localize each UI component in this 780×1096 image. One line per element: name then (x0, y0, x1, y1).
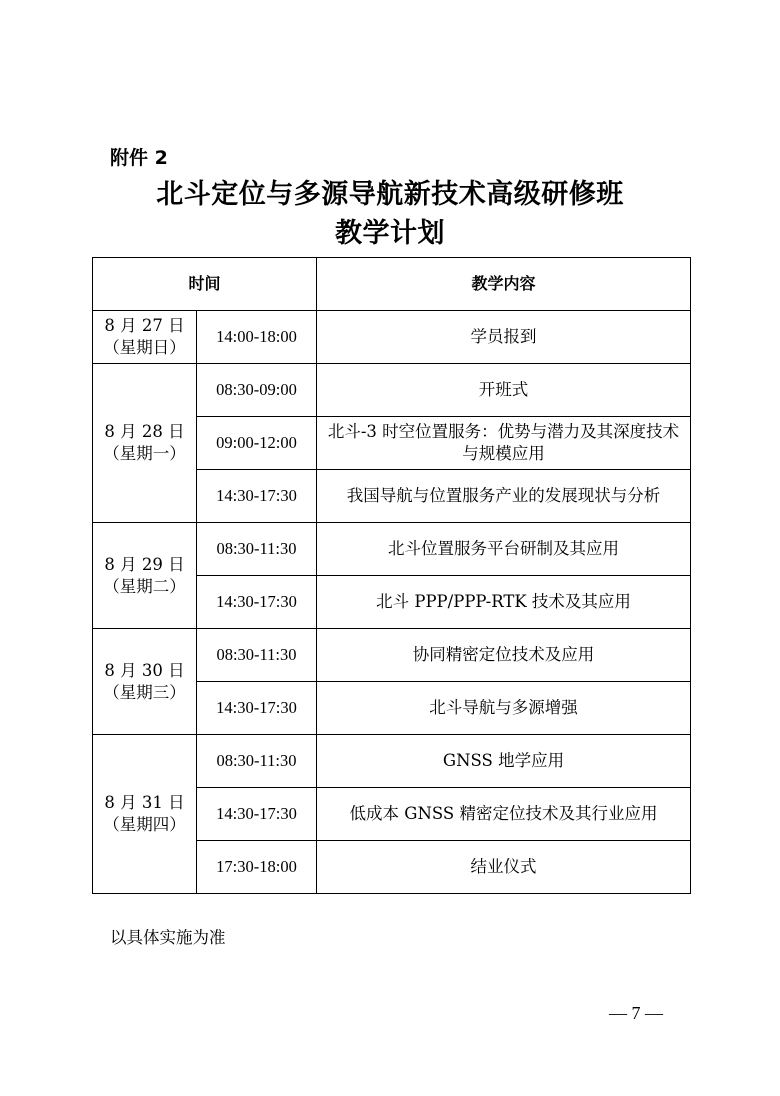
time-cell: 08:30-11:30 (197, 523, 317, 576)
document-title: 北斗定位与多源导航新技术高级研修班 (156, 179, 624, 210)
document-subtitle: 教学计划 (335, 218, 445, 249)
weekday-text: （星期日） (103, 338, 186, 357)
content-cell: 结业仪式 (317, 841, 691, 894)
time-cell: 17:30-18:00 (197, 841, 317, 894)
footnote: 以具体实施为准 (110, 928, 226, 947)
table-row (93, 364, 691, 417)
header-content: 教学内容 (317, 258, 691, 311)
weekday-text: （星期四） (103, 815, 186, 834)
date-text: 8 月 29 日 (104, 554, 185, 574)
attachment-label: 附件 2 (110, 147, 168, 169)
content-cell: 北斗 PPP/PPP-RTK 技术及其应用 (317, 576, 691, 629)
time-cell: 08:30-11:30 (197, 735, 317, 788)
table-row (93, 311, 691, 364)
date-cell (93, 311, 197, 364)
table-header-row (93, 258, 691, 311)
time-cell: 14:30-17:30 (197, 576, 317, 629)
header-time: 时间 (93, 258, 317, 311)
table-row (93, 523, 691, 576)
content-cell: GNSS 地学应用 (317, 735, 691, 788)
date-text: 8 月 31 日 (104, 793, 185, 812)
date-cell (93, 629, 197, 735)
table-body (93, 311, 691, 894)
content-cell: 开班式 (317, 364, 691, 417)
content-cell: 北斗位置服务平台研制及其应用 (317, 523, 691, 576)
table-row (93, 735, 691, 788)
time-cell: 14:00-18:00 (197, 311, 317, 364)
date-cell (93, 735, 197, 894)
content-cell: 北斗-3 时空位置服务：优势与潜力及其深度技术与规模应用 (317, 417, 691, 470)
date-text: 8 月 28 日 (104, 422, 185, 441)
time-cell: 08:30-09:00 (197, 364, 317, 417)
date-text: 8 月 30 日 (104, 660, 185, 680)
time-cell: 14:30-17:30 (197, 682, 317, 735)
date-text: 8 月 27 日 (104, 316, 185, 335)
time-cell: 14:30-17:30 (197, 788, 317, 841)
date-cell (93, 523, 197, 629)
weekday-text: （星期三） (103, 682, 186, 702)
time-cell: 14:30-17:30 (197, 470, 317, 523)
teaching-plan-table (92, 257, 691, 894)
content-cell: 北斗导航与多源增强 (317, 682, 691, 735)
content-cell: 我国导航与位置服务产业的发展现状与分析 (317, 470, 691, 523)
time-cell: 09:00-12:00 (197, 417, 317, 470)
content-cell: 学员报到 (317, 311, 691, 364)
time-cell: 08:30-11:30 (197, 629, 317, 682)
date-cell (93, 364, 197, 523)
content-cell: 协同精密定位技术及应用 (317, 629, 691, 682)
content-cell: 低成本 GNSS 精密定位技术及其行业应用 (317, 788, 691, 841)
table-row (93, 629, 691, 682)
weekday-text: （星期一） (103, 444, 186, 463)
weekday-text: （星期二） (103, 576, 186, 596)
page-number: — 7 — (609, 1003, 663, 1023)
